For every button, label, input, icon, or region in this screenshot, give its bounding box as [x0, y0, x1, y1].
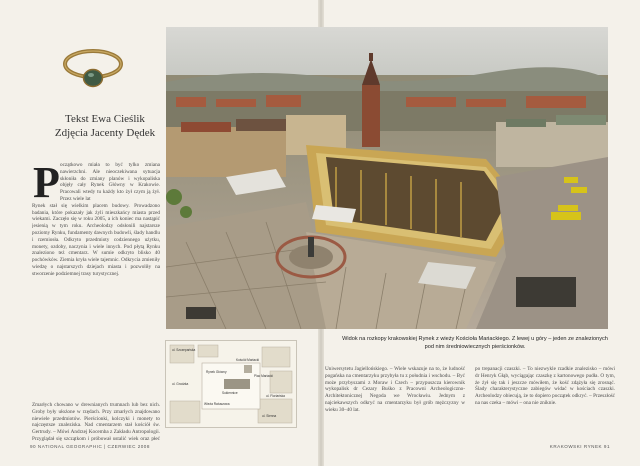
map-label: ul. Szczepańska	[172, 348, 196, 352]
page-footer-left: 90 NATIONAL GEOGRAPHIC | CZERWIEC 2008	[30, 444, 150, 449]
article-paragraph: Uniwersytetu Jagiellońskiego. – Wiele wskazuje na to, że ludność pogańska na cmentarzyku przybyła tu z południa i wschodu. – Być może przybyszami z Moraw i Czech – przypuszcza kierownik wykopalisk dr Cezary Buśko z Pracowni Archeologiczno-Architektonicznej Negoda we Wrocławiu. Jednym z najciekawszych odkryć na cmentarzyku był grób mężczyzny w wieku 30–40 lat.	[325, 366, 465, 413]
photo-caption: Widok na rozkopy krakowskiej Rynek z wieży Kościoła Mariackiego. Z lewej u góry – jeden ze znalezionych pod nim średniowiecznych pierścionków.	[342, 336, 608, 350]
map-label: Kościół Mariacki	[236, 358, 260, 362]
medieval-ring-image	[58, 44, 128, 90]
article-paragraph: Rynek stał się wielkim placem budowy. Prowadzono badania, które pokazały jak żyli mieszkańcy miasta przed wiekami. Zaczęło się w roku 2005, a ich koniec ma nastąpić jesienią w tym roku. Archeolodzy odsłonili najstarsze poziomy Rynku, fundamenty dawnych budowli, ślady handlu i rzemiosła. Odkryto przedmioty codziennego użytku, monety, ozdoby, naczynia i wiele innych. Pod płytą Rynku znaleziono też cmentarz. W sumie odkryto blisko 40 pochówków. Ziemia kryła wiele tajemnic. Odkrycia zmieniły wiedzę o najstarszych dziejach miasta i pozwoliły na stworzenie podziemnej trasy turystycznej.	[32, 202, 160, 277]
map-label: ul. Grodzka	[172, 382, 189, 386]
map-label: ul. Floriańska	[266, 394, 285, 398]
map-label: ul. Sienna	[262, 414, 277, 418]
drop-cap: P	[33, 158, 60, 207]
map-label: Rynek Główny	[206, 370, 227, 374]
article-column-3	[325, 366, 465, 444]
page-footer-right: KRAKOWSKI RYNEK 91	[549, 444, 610, 449]
market-square-map	[165, 340, 297, 428]
article-paragraph: po trepanacji czaszki. – To niezwykle rzadkie znalezisko – mówi dr Henryk Głąb, wyciągając czaszkę z kartonowego pudła. O tym, że żył się tak i jeszcze mówiłem, że kość zdążyła się zrosnąć. Ślady charakterystyczne zabiegów widać w kościach czaszki. Archeolodzy obiecują, że to dopiero początek odkryć. – Przeszłość na nas czeka – mówi – ona nie zniknie.	[475, 366, 615, 406]
article-column-4	[475, 366, 615, 444]
article-paragraph: Zmarłych chowano w drewnianych trumnach lub bez nich. Groby były ułożone w rzędach. Przy zmarłych znajdowano niewiele przedmiotów. Pierścionki, kolczyki i monety to najczęstsze znaleziska. Nad cmentarzem stał kościół św. Gertrudy. – Mówi Andrzej Kocemba z Zakładu Antropologii. Przyglądał się szczątkom i próbował ustalić wiek oraz płeć	[32, 402, 160, 442]
article-lead-paragraph: oczątkowo miała to być tylko zmiana nawierzchni. Ale nieoczekiwana sytuacja skłoniła do zmiany planów i wykopaliska objęły cały Rynek Główny w Krakowie. Pracowali wtedy tu każdy kto żył czym ją żył. Przez wiele lat	[60, 162, 160, 202]
article-column-1-continued	[32, 402, 160, 442]
article-credits	[40, 112, 170, 140]
map-label: Sukiennice	[222, 391, 238, 395]
article-column-1	[32, 158, 160, 400]
map-label: Wieża Ratuszowa	[204, 402, 230, 406]
photographer-credit: Zdjęcia Jacenty Dędek	[54, 127, 156, 139]
market-square-aerial-photo	[166, 27, 608, 329]
map-label: Plac Mariacki	[254, 374, 273, 378]
author-credit: Tekst Ewa Cieślik	[65, 113, 145, 125]
